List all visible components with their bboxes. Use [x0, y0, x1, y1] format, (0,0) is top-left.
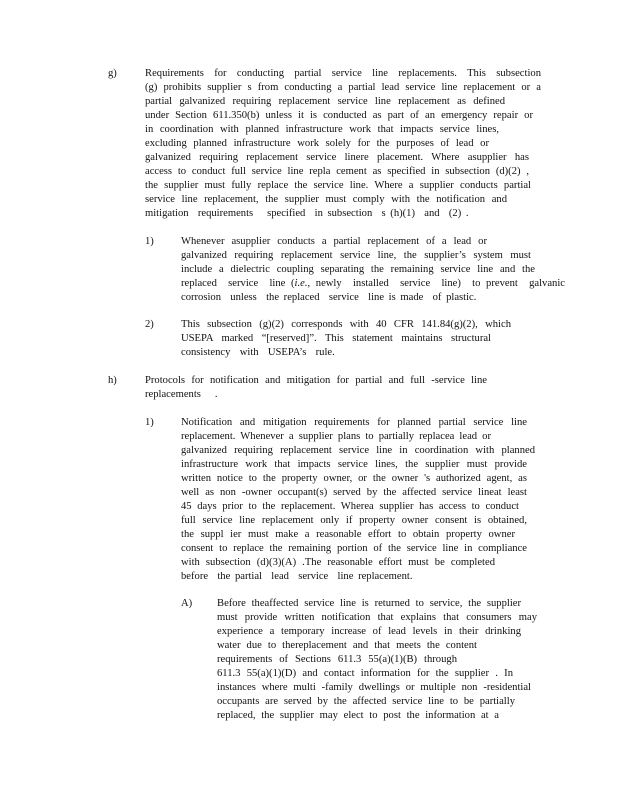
text-line: [181, 277, 565, 291]
item-h1-paragraph: [181, 416, 535, 584]
text-line: Whenever asupplier conducts a partial replacement of a lead or: [181, 236, 487, 247]
text-line: corrosion unless the replaced service line is made of plastic.: [181, 292, 477, 303]
italic-abbreviation: i.e.,: [294, 278, 311, 289]
text-line: before the partial lead service line replacement.: [181, 571, 413, 582]
text-line: must provide written notification that explains that consumers may: [217, 612, 537, 623]
text-line: Before theaffected service line is returned to service, the supplier: [217, 598, 521, 609]
item-hA-paragraph: [217, 597, 541, 723]
text-line: replacements .: [145, 389, 218, 400]
text-line: consistency with USEPA’s rule.: [181, 347, 335, 358]
section-g-marker: g): [108, 68, 117, 79]
text-line: replaced, the supplier may elect to post the information at a: [217, 710, 499, 721]
text-line: 611.3 55(a)(1)(D) and contact information for the supplier . In: [217, 668, 513, 679]
text-line: mitigation requirements specified in subsection s (h)(1) and (2) .: [145, 208, 469, 219]
text-line: with subsection (d)(3)(A) .The reasonable effort must be completed: [181, 557, 495, 568]
text-line: (g) prohibits supplier s from conducting a partial lead service line replacement or a: [145, 82, 541, 93]
text-line: include a dielectric coupling separating the remaining service line and the: [181, 264, 535, 275]
text-line: Notification and mitigation requirements for planned partial service line: [181, 417, 527, 428]
text-line: galvanized requiring replacement service linere placement. Where asupplier has: [145, 152, 529, 163]
section-g-paragraph: [145, 67, 541, 221]
text-line: 45 days prior to the replacement. Wherea supplier has access to conduct: [181, 501, 519, 512]
text-line: galvanized requiring replacement service line, the supplier’s system must: [181, 250, 531, 261]
section-h-heading: [145, 374, 490, 402]
text-line: replacement. Whenever a supplier plans to partially replacea lead or: [181, 431, 491, 442]
text-line: Requirements for conducting partial service line replacements. This subsection: [145, 68, 541, 79]
text-line: water due to thereplacement and that meets the content: [217, 640, 477, 651]
text-line: full service line replacement only if property owner consent is obtained,: [181, 515, 527, 526]
item-hA-marker: A): [181, 598, 193, 609]
item-g2-marker: 2): [145, 319, 154, 330]
text-line: USEPA marked “[reserved]”. This statement maintains structural: [181, 333, 491, 344]
text-line: infrastructure work that impacts service lines, the supplier must provide: [181, 459, 527, 470]
text-line: galvanized requiring replacement service line in coordination with planned: [181, 445, 535, 456]
item-h1-marker: 1): [145, 417, 154, 428]
text-line: under Section 611.350(b) unless it is conducted as part of an emergency repair or: [145, 110, 533, 121]
text-line: service line replacement, the supplier must comply with the notification and: [145, 194, 507, 205]
text-line: requirements of Sections 611.3 55(a)(1)(B) through: [217, 654, 457, 665]
text-line: consent to replace the remaining portion of the service line in compliance: [181, 543, 527, 554]
text-line: excluding planned infrastructure work solely for the purposes of lead or: [145, 138, 489, 149]
item-g1-marker: 1): [145, 236, 154, 247]
text-line: experience a temporary increase of lead levels in their drinking: [217, 626, 521, 637]
text-line: in coordination with planned infrastructure work that impacts service lines,: [145, 124, 499, 135]
text-line: the supplier must fully replace the service line. Where a supplier conducts partial: [145, 180, 531, 191]
section-h-marker: h): [108, 375, 117, 386]
text-line: This subsection (g)(2) corresponds with 40 CFR 141.84(g)(2), which: [181, 319, 511, 330]
item-g2-paragraph: [181, 318, 511, 360]
item-g1-paragraph: [181, 235, 565, 305]
text-line: access to conduct full service line repla cement as specified in subsection (d)(2) ,: [145, 166, 529, 177]
text-line: well as non -owner occupant(s) served by the affected service lineat least: [181, 487, 527, 498]
text-line: partial galvanized requiring replacement service line replacement as defined: [145, 96, 505, 107]
text-line: written notice to the property owner, or the owner 's authorized agent, as: [181, 473, 527, 484]
text-line: the suppl ier must make a reasonable effort to obtain property owner: [181, 529, 515, 540]
text-line: instances where multi -family dwellings or multiple non -residential: [217, 682, 531, 693]
text-line: Protocols for notification and mitigation for partial and full -service line: [145, 375, 487, 386]
text-segment: replaced service line (: [181, 278, 295, 289]
text-line: occupants are served by the affected service line to be partially: [217, 696, 515, 707]
text-segment: newly installed service line) to prevent galvanic: [310, 278, 565, 289]
